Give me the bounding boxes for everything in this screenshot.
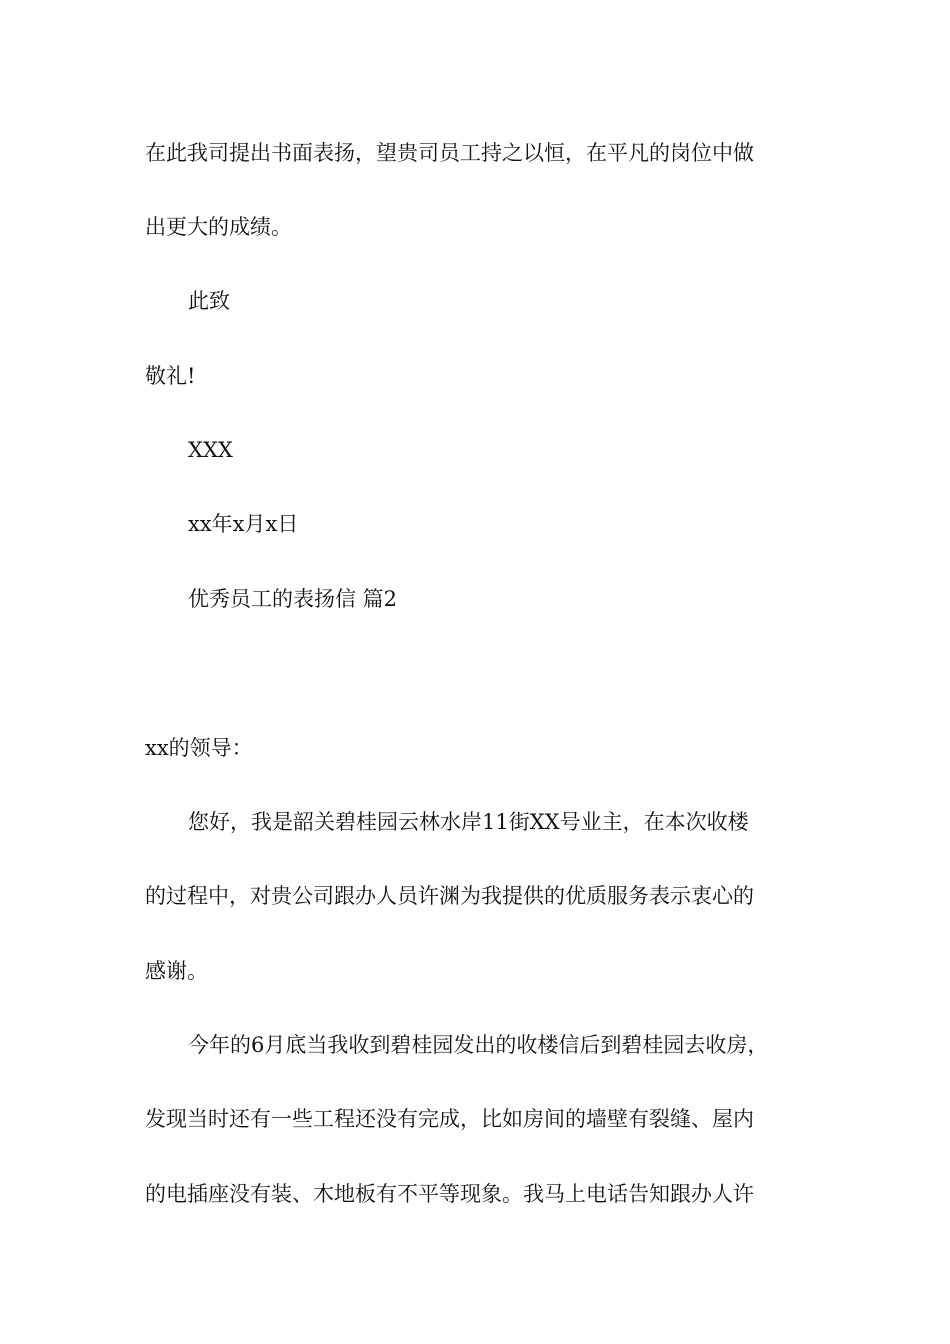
text-line: 的电插座没有装、木地板有不平等现象。我马上电话告知跟办人许 bbox=[145, 1182, 754, 1206]
signature: XXX bbox=[188, 438, 233, 462]
text-line: 感谢。 bbox=[145, 959, 208, 983]
text-line: 您好，我是韶关碧桂园云林水岸11街XX号业主，在本次收楼 bbox=[188, 810, 749, 834]
closing-regards: 敬礼! bbox=[145, 364, 196, 388]
section-heading: 优秀员工的表扬信 篇2 bbox=[188, 587, 398, 611]
text-line: 在此我司提出书面表扬，望贵司员工持之以恒，在平凡的岗位中做 bbox=[145, 141, 754, 165]
text-line: 今年的6月底当我收到碧桂园发出的收楼信后到碧桂园去收房， bbox=[188, 1033, 769, 1057]
greeting-line: xx的领导： bbox=[145, 736, 253, 760]
date-line: xx年x月x日 bbox=[188, 512, 299, 536]
closing-salutation: 此致 bbox=[188, 289, 230, 313]
text-line: 的过程中，对贵公司跟办人员许渊为我提供的优质服务表示衷心的 bbox=[145, 884, 754, 908]
text-line: 发现当时还有一些工程还没有完成，比如房间的墙壁有裂缝、屋内 bbox=[145, 1107, 754, 1131]
text-line: 出更大的成绩。 bbox=[145, 215, 292, 239]
